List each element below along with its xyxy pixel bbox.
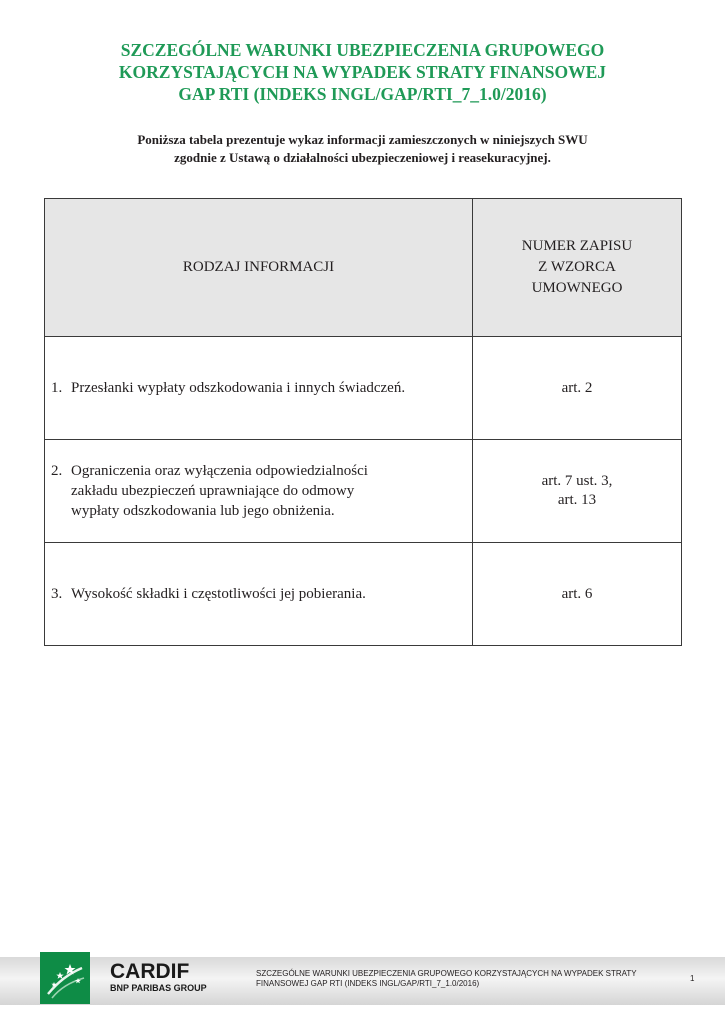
header-info-type: RODZAJ INFORMACJI [45,199,473,337]
footer-line-1: SZCZEGÓLNE WARUNKI UBEZPIECZENIA GRUPOWEGO KORZYSTAJĄCYCH NA WYPADEK STRATY [256,969,637,978]
footer-line-2: FINANSOWEJ GAP RTI (INDEKS INGL/GAP/RTI_7_1.0/2016) [256,979,480,988]
row-text-line: zakładu ubezpieczeń uprawniające do odmowy [71,483,355,499]
information-table [44,198,682,646]
row-text-line: Ograniczenia oraz wyłączenia odpowiedzialności [71,463,368,479]
title-line-3: GAP RTI (INDEKS INGL/GAP/RTI_7_1.0/2016) [178,84,547,104]
page-number: 1 [690,974,695,983]
intro-paragraph [0,131,725,167]
intro-line-2: zgodnie z Ustawą o działalności ubezpieczeniowej i reasekuracyjnej. [174,150,551,165]
table-row [45,337,682,440]
brand-group: BNP PARIBAS GROUP [110,983,207,993]
row-info-cell [45,543,473,646]
header-clause-number [473,199,682,337]
row-reference-cell [473,337,682,440]
header-clause-line: Z WZORCA [538,259,616,275]
row-text-line: Przesłanki wypłaty odszkodowania i innych świadczeń. [71,380,406,396]
document-title [0,39,725,105]
row-reference-cell [473,543,682,646]
title-line-2: KORZYSTAJĄCYCH NA WYPADEK STRATY FINANSOWEJ [118,62,607,82]
row-text-line: Wysokość składki i częstotliwości jej pobierania. [71,586,366,602]
table-header-row [45,199,682,337]
cardif-logo [40,952,90,1004]
row-info-cell [45,337,473,440]
row-number: 2. [51,463,63,479]
row-number: 3. [51,586,63,602]
footer-document-title [256,969,656,989]
table-row [45,440,682,543]
row-info-cell [45,440,473,543]
brand-name: CARDIF [110,960,190,983]
row-reference: art. 13 [557,492,597,508]
header-clause-line: UMOWNEGO [531,280,623,296]
intro-line-1: Poniższa tabela prezentuje wykaz informacji zamieszczonych w niniejszych SWU [137,132,588,147]
row-reference: art. 6 [561,585,593,602]
header-clause-line: NUMER ZAPISU [521,238,633,254]
row-reference: art. 7 ust. 3, [541,473,613,489]
table-row [45,543,682,646]
row-reference-cell [473,440,682,543]
stars-icon [40,952,90,1004]
row-text-line: wypłaty odszkodowania lub jego obniżenia. [71,503,335,519]
row-reference: art. 2 [561,379,593,396]
title-line-1: SZCZEGÓLNE WARUNKI UBEZPIECZENIA GRUPOWEGO [120,40,605,60]
row-number: 1. [51,380,63,396]
